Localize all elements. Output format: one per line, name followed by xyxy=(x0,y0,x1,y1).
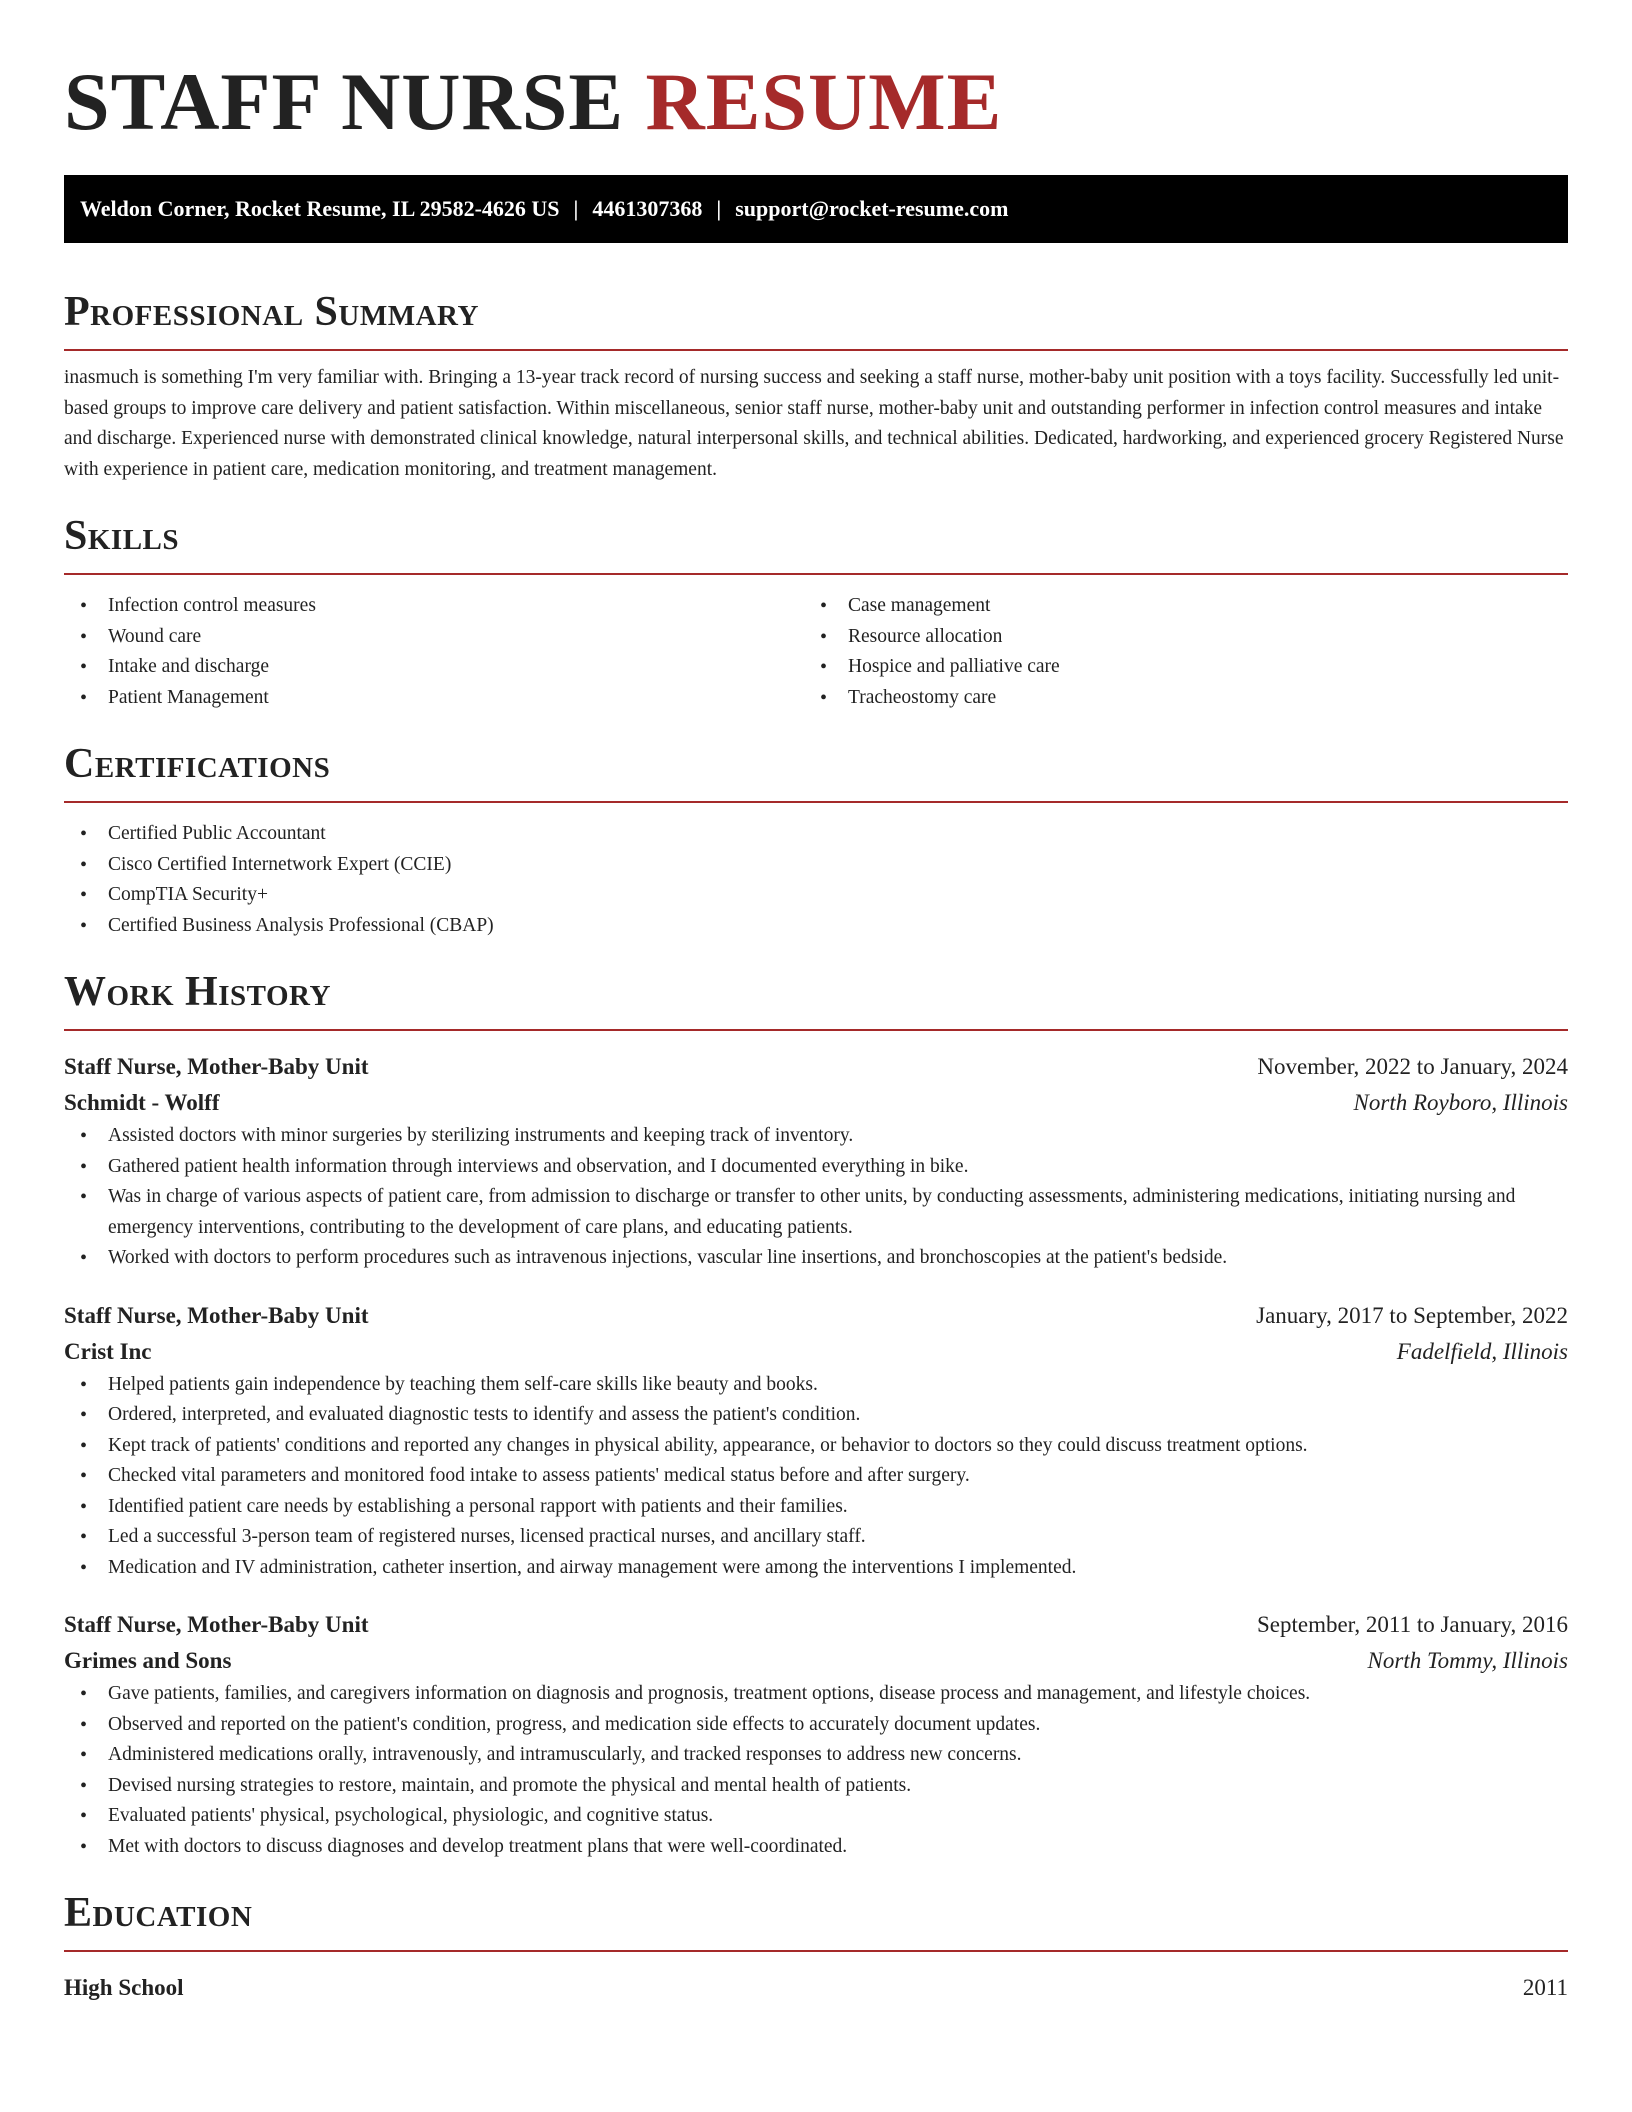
job-bullet: • Was in charge of various aspects of patient care, from admission to discharge or transfer to other units, by conducting assessments, administering medications, initiating nursing and emergency interventions, contributing to the development of care plans, and educating patients. xyxy=(64,1182,1568,1243)
job-entry xyxy=(64,1298,1568,1584)
skill-item: • Patient Management xyxy=(64,683,804,714)
job-title: Staff Nurse, Mother-Baby Unit xyxy=(64,1612,369,1637)
job-title-row xyxy=(64,1298,1568,1334)
skill-item: • Hospice and palliative care xyxy=(804,652,1544,683)
contact-phone: 4461307368 xyxy=(592,196,703,221)
certification-item: • Certified Public Accountant xyxy=(64,819,1568,850)
job-bullet: • Identified patient care needs by establishing a personal rapport with patients and their families. xyxy=(64,1492,1568,1523)
certification-item: • CompTIA Security+ xyxy=(64,880,1568,911)
skills-grid xyxy=(64,591,1568,713)
job-bullet: • Administered medications orally, intravenously, and intramuscularly, and tracked responses to address new concerns. xyxy=(64,1740,1568,1771)
summary-text: inasmuch is something I'm very familiar with. Bringing a 13-year track record of nursing success and seeking a staff nurse, mother-baby unit position with a toys facility. Successfully led unit-based groups to improve care delivery and patient satisfaction. Within miscellaneous, senior staff nurse, mother-baby unit and outstanding performer in infection control measures and intake and discharge. Experienced nurse with demonstrated clinical knowledge, natural interpersonal skills, and technical abilities. Dedicated, hardworking, and experienced grocery Registered Nurse with experience in patient care, medication monitoring, and treatment management. xyxy=(64,367,1564,480)
education-section xyxy=(64,1888,1568,2006)
skill-item: • Tracheostomy care xyxy=(804,683,1544,714)
section-divider xyxy=(64,573,1568,575)
summary-heading: Professional Summary xyxy=(64,289,479,335)
contact-address: Weldon Corner, Rocket Resume, IL 29582-4626 US xyxy=(80,196,560,221)
job-bullet: • Checked vital parameters and monitored food intake to assess patients' medical status before and after surgery. xyxy=(64,1461,1568,1492)
section-divider xyxy=(64,1950,1568,1952)
job-location: Fadelfield, Illinois xyxy=(1396,1338,1568,1364)
job-bullets xyxy=(64,1121,1568,1274)
job-bullet: • Met with doctors to discuss diagnoses and develop treatment plans that were well-coordinated. xyxy=(64,1832,1568,1863)
job-bullet: • Ordered, interpreted, and evaluated diagnostic tests to identify and assess the patient's condition. xyxy=(64,1400,1568,1431)
job-entry xyxy=(64,1607,1568,1862)
job-bullet: • Gathered patient health information through interviews and observation, and I documented everything in bike. xyxy=(64,1152,1568,1183)
job-bullet: • Assisted doctors with minor surgeries by sterilizing instruments and keeping track of inventory. xyxy=(64,1121,1568,1152)
skill-item: • Infection control measures xyxy=(64,591,804,622)
job-bullet: • Observed and reported on the patient's condition, progress, and medication side effects to accurately document updates. xyxy=(64,1710,1568,1741)
job-bullets xyxy=(64,1370,1568,1584)
job-bullets xyxy=(64,1679,1568,1862)
section-divider xyxy=(64,1029,1568,1031)
job-title: Staff Nurse, Mother-Baby Unit xyxy=(64,1302,369,1328)
certifications-heading: Certifications xyxy=(64,741,331,787)
title-accent: RESUME xyxy=(645,56,1003,147)
education-year: 2011 xyxy=(1522,1975,1568,2000)
skill-item: • Wound care xyxy=(64,622,804,653)
job-bullet: • Kept track of patients' conditions and reported any changes in physical ability, appearance, or behavior to doctors so they could discuss treatment options. xyxy=(64,1431,1568,1462)
section-divider xyxy=(64,349,1568,351)
job-entry xyxy=(64,1049,1568,1274)
jobs-list xyxy=(64,1049,1568,1862)
job-company-row xyxy=(64,1334,1568,1370)
skill-item: • Intake and discharge xyxy=(64,652,804,683)
education-row xyxy=(64,1970,1568,2006)
job-bullet: • Devised nursing strategies to restore, maintain, and promote the physical and mental health of patients. xyxy=(64,1771,1568,1802)
summary-section xyxy=(64,287,1568,485)
contact-separator: | xyxy=(573,196,579,221)
job-location: North Royboro, Illinois xyxy=(1353,1090,1568,1115)
work-history-heading: Work History xyxy=(64,969,331,1015)
education-degree: High School xyxy=(64,1975,184,2000)
job-bullet: • Medication and IV administration, catheter insertion, and airway management were among the interventions I implemented. xyxy=(64,1553,1568,1584)
job-company-row xyxy=(64,1085,1568,1121)
job-title-row xyxy=(64,1049,1568,1085)
job-bullet: • Helped patients gain independence by teaching them self-care skills like beauty and books. xyxy=(64,1370,1568,1401)
job-title: Staff Nurse, Mother-Baby Unit xyxy=(64,1054,369,1079)
contact-bar xyxy=(64,175,1568,243)
section-divider xyxy=(64,801,1568,803)
work-history-section xyxy=(64,967,1568,1862)
job-title-row xyxy=(64,1607,1568,1643)
certifications-section xyxy=(64,739,1568,941)
certification-item: • Cisco Certified Internetwork Expert (CCIE) xyxy=(64,850,1568,881)
job-company: Schmidt - Wolff xyxy=(64,1090,220,1115)
job-bullet: • Evaluated patients' physical, psychological, physiologic, and cognitive status. xyxy=(64,1801,1568,1832)
certification-item: • Certified Business Analysis Professional (CBAP) xyxy=(64,911,1568,942)
resume-content xyxy=(64,56,1568,2006)
job-location: North Tommy, Illinois xyxy=(1367,1648,1568,1673)
resume-title xyxy=(64,56,1568,148)
skills-heading: Skills xyxy=(64,513,180,559)
skill-item: • Resource allocation xyxy=(804,622,1544,653)
job-company: Grimes and Sons xyxy=(64,1648,232,1673)
skills-section xyxy=(64,511,1568,713)
certifications-list xyxy=(64,819,1568,941)
education-heading: Education xyxy=(64,1890,253,1936)
skills-left-list xyxy=(64,591,804,713)
skills-right-list xyxy=(804,591,1544,713)
job-dates: January, 2017 to September, 2022 xyxy=(1256,1302,1568,1328)
contact-separator: | xyxy=(716,196,722,221)
skill-item: • Case management xyxy=(804,591,1544,622)
job-dates: November, 2022 to January, 2024 xyxy=(1257,1054,1568,1079)
job-bullet: • Worked with doctors to perform procedures such as intravenous injections, vascular line insertions, and bronchoscopies at the patient's bedside. xyxy=(64,1243,1568,1274)
job-bullet: • Gave patients, families, and caregivers information on diagnosis and prognosis, treatment options, disease process and management, and lifestyle choices. xyxy=(64,1679,1568,1710)
job-company: Crist Inc xyxy=(64,1338,152,1364)
job-company-row xyxy=(64,1643,1568,1679)
job-bullet: • Led a successful 3-person team of registered nurses, licensed practical nurses, and ancillary staff. xyxy=(64,1522,1568,1553)
job-dates: September, 2011 to January, 2016 xyxy=(1256,1612,1568,1637)
contact-email: support@rocket-resume.com xyxy=(735,196,1009,221)
title-main: STAFF NURSE xyxy=(64,56,625,147)
